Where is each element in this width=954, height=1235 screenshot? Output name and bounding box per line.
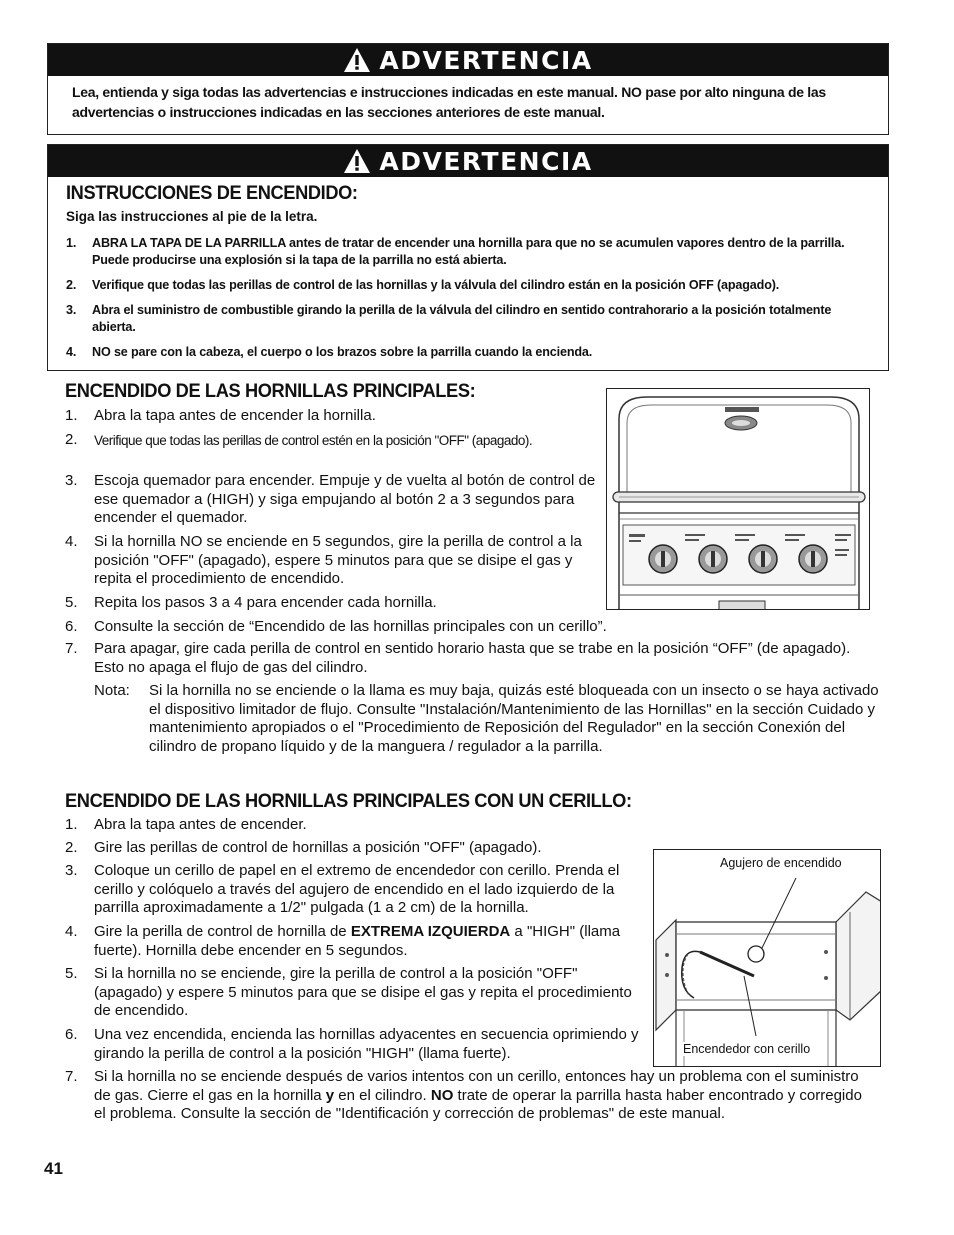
note-label: Nota: bbox=[94, 682, 130, 699]
grill-front-figure bbox=[606, 388, 870, 610]
warning-text-1: Lea, entienda y siga todas las advertencias e instrucciones indicadas en este manual. NO pase por alto ninguna de las advertencias o instrucciones indicadas en las secciones anteriores de este manual. bbox=[72, 84, 826, 120]
note-text: Si la hornilla no se enciende o la llama es muy baja, quizás esté bloqueada con un insecto o se haya activado el dispositivo limitador de flujo. Consulte "Instalación/Mantenimiento de las Hornillas" en la sección Cuidado y mantenimiento apropiados o el "Procedimiento de Reposición del Regulador" en la sección Conexión del cilindro de propano líquido y de la manguera / regulador a la parrilla. bbox=[149, 682, 879, 755]
grill-side-illustration bbox=[654, 850, 881, 1067]
match-holder-label: Encendedor con cerillo bbox=[683, 1042, 811, 1056]
warning-box-2: ADVERTENCIA INSTRUCCIONES DE ENCENDIDO: Siga las instrucciones al pie de la letra. 1. ABRA LA TAPA DE LA PARRILLA antes de tratar de encender una hornilla para que no se acumulen vapores dentro de la parrilla. Puede producirse una explosión si la tapa de la parrilla no está abierta. 2. Verifique que todas las perillas de control de las hornillas y la válvula del cilindro están en la posición OFF (apagado). 3. Abra el suministro de combustible girando la perilla de la válvula del cilindro en sentido contrahorario a la posición totalmente abierta. 4. NO se pare con la cabeza, el cuerpo o los brazos sobre la parrilla cuando la encienda. bbox=[47, 144, 889, 371]
warning-box-1 bbox=[47, 43, 889, 135]
warning-banner-1 bbox=[48, 44, 888, 76]
warning-triangle-icon bbox=[343, 148, 371, 174]
warning-title-1: ADVERTENCIA bbox=[379, 45, 593, 75]
warning-title-2: ADVERTENCIA bbox=[379, 146, 593, 176]
lighting-instructions-heading: INSTRUCCIONES DE ENCENDIDO: bbox=[66, 183, 358, 204]
warning-banner-2 bbox=[48, 145, 888, 177]
match-light-figure bbox=[653, 849, 881, 1067]
main-burners-heading: ENCENDIDO DE LAS HORNILLAS PRINCIPALES: bbox=[65, 381, 476, 402]
lighting-instructions-subheading: Siga las instrucciones al pie de la letra. bbox=[66, 209, 318, 224]
warning-triangle-icon bbox=[343, 47, 371, 73]
grill-front-illustration bbox=[607, 389, 870, 610]
match-lighting-heading: ENCENDIDO DE LAS HORNILLAS PRINCIPALES CON UN CERILLO: bbox=[65, 791, 632, 812]
page-number: 41 bbox=[44, 1159, 63, 1178]
lighting-hole-label: Agujero de encendido bbox=[720, 856, 842, 870]
